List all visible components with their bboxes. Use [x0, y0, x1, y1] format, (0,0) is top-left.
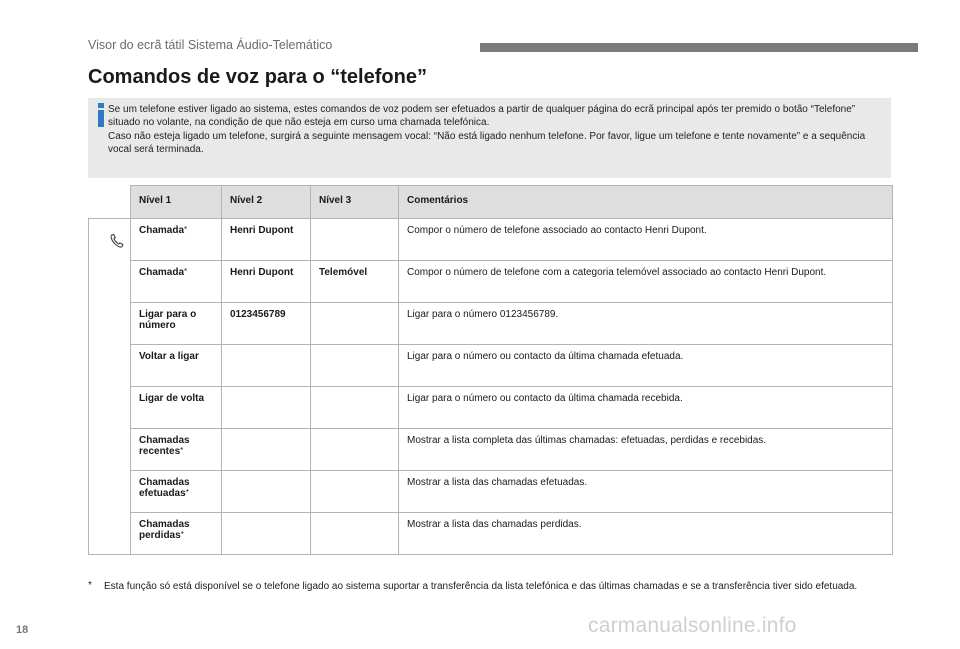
row2-level2: Henri Dupont [222, 261, 311, 303]
row5-comment: Ligar para o número ou contacto da última chamada recebida. [399, 387, 893, 429]
table-row [89, 471, 893, 513]
table-row [89, 513, 893, 555]
info-text [108, 103, 883, 156]
row7-level2 [222, 471, 311, 513]
row7-level1: Chamadas efetuadas* [131, 471, 222, 513]
row4-comment: Ligar para o número ou contacto da última chamada efetuada. [399, 345, 893, 387]
row8-level3 [311, 513, 399, 555]
row4-level2 [222, 345, 311, 387]
row5-level1: Ligar de volta [131, 387, 222, 429]
table-header-level3: Nível 3 [311, 186, 399, 219]
info-box [88, 98, 891, 178]
phone-handset-icon [109, 233, 125, 249]
header-bar [480, 43, 918, 52]
info-icon [96, 103, 106, 128]
voice-commands-table [88, 185, 893, 555]
page-number: 18 [16, 624, 29, 636]
row1-level1: Chamada* [131, 219, 222, 261]
row6-level2 [222, 429, 311, 471]
row8-level2 [222, 513, 311, 555]
table-row [89, 261, 893, 303]
row8-level1: Chamadas perdidas* [131, 513, 222, 555]
watermark: carmanualsonline.info [588, 614, 797, 637]
row3-comment: Ligar para o número 0123456789. [399, 303, 893, 345]
table-header-level2: Nível 2 [222, 186, 311, 219]
row1-level3 [311, 219, 399, 261]
row6-level3 [311, 429, 399, 471]
info-paragraph-1: Se um telefone estiver ligado ao sistema, estes comandos de voz podem ser efetuados a partir de qualquer página do ecrã principal após ter premido o botão “Telefone” situado no volante, na condição de que não esteja em curso uma chamada telefónica. [108, 104, 856, 129]
table-row [89, 345, 893, 387]
row5-level2 [222, 387, 311, 429]
footnote-marker: * [88, 580, 92, 591]
row2-level1: Chamada* [131, 261, 222, 303]
row4-level1: Voltar a ligar [131, 345, 222, 387]
table-header-comments: Comentários [399, 186, 893, 219]
table-header-row [89, 186, 893, 219]
row1-comment: Compor o número de telefone associado ao contacto Henri Dupont. [399, 219, 893, 261]
table-row [89, 387, 893, 429]
header-section-title: Visor do ecrã tátil Sistema Áudio-Telemático [88, 38, 333, 52]
row2-level3: Telemóvel [311, 261, 399, 303]
table-header-blank [89, 186, 131, 219]
page-title: Comandos de voz para o “telefone” [88, 66, 427, 88]
table-row [89, 303, 893, 345]
row2-comment: Compor o número de telefone com a categoria telemóvel associado ao contacto Henri Dupont. [399, 261, 893, 303]
footnote-text: Esta função só está disponível se o telefone ligado ao sistema suportar a transferência da lista telefónica e das últimas chamadas e se a transferência tiver sido efetuada. [104, 581, 858, 592]
row3-level1: Ligar para o número [131, 303, 222, 345]
phone-icon-cell [89, 219, 131, 555]
table-row [89, 219, 893, 261]
row3-level2: 0123456789 [222, 303, 311, 345]
row8-comment: Mostrar a lista das chamadas perdidas. [399, 513, 893, 555]
row6-level1: Chamadas recentes* [131, 429, 222, 471]
row1-level2: Henri Dupont [222, 219, 311, 261]
table-row [89, 429, 893, 471]
row6-comment: Mostrar a lista completa das últimas chamadas: efetuadas, perdidas e recebidas. [399, 429, 893, 471]
row5-level3 [311, 387, 399, 429]
row7-level3 [311, 471, 399, 513]
row7-comment: Mostrar a lista das chamadas efetuadas. [399, 471, 893, 513]
info-paragraph-2: Caso não esteja ligado um telefone, surgirá a seguinte mensagem vocal: “Não está ligado nenhum telefone. Por favor, ligue um telefone e tente novamente” e a sequência vocal será terminada. [108, 130, 866, 155]
table-header-level1: Nível 1 [131, 186, 222, 219]
row4-level3 [311, 345, 399, 387]
row3-level3 [311, 303, 399, 345]
